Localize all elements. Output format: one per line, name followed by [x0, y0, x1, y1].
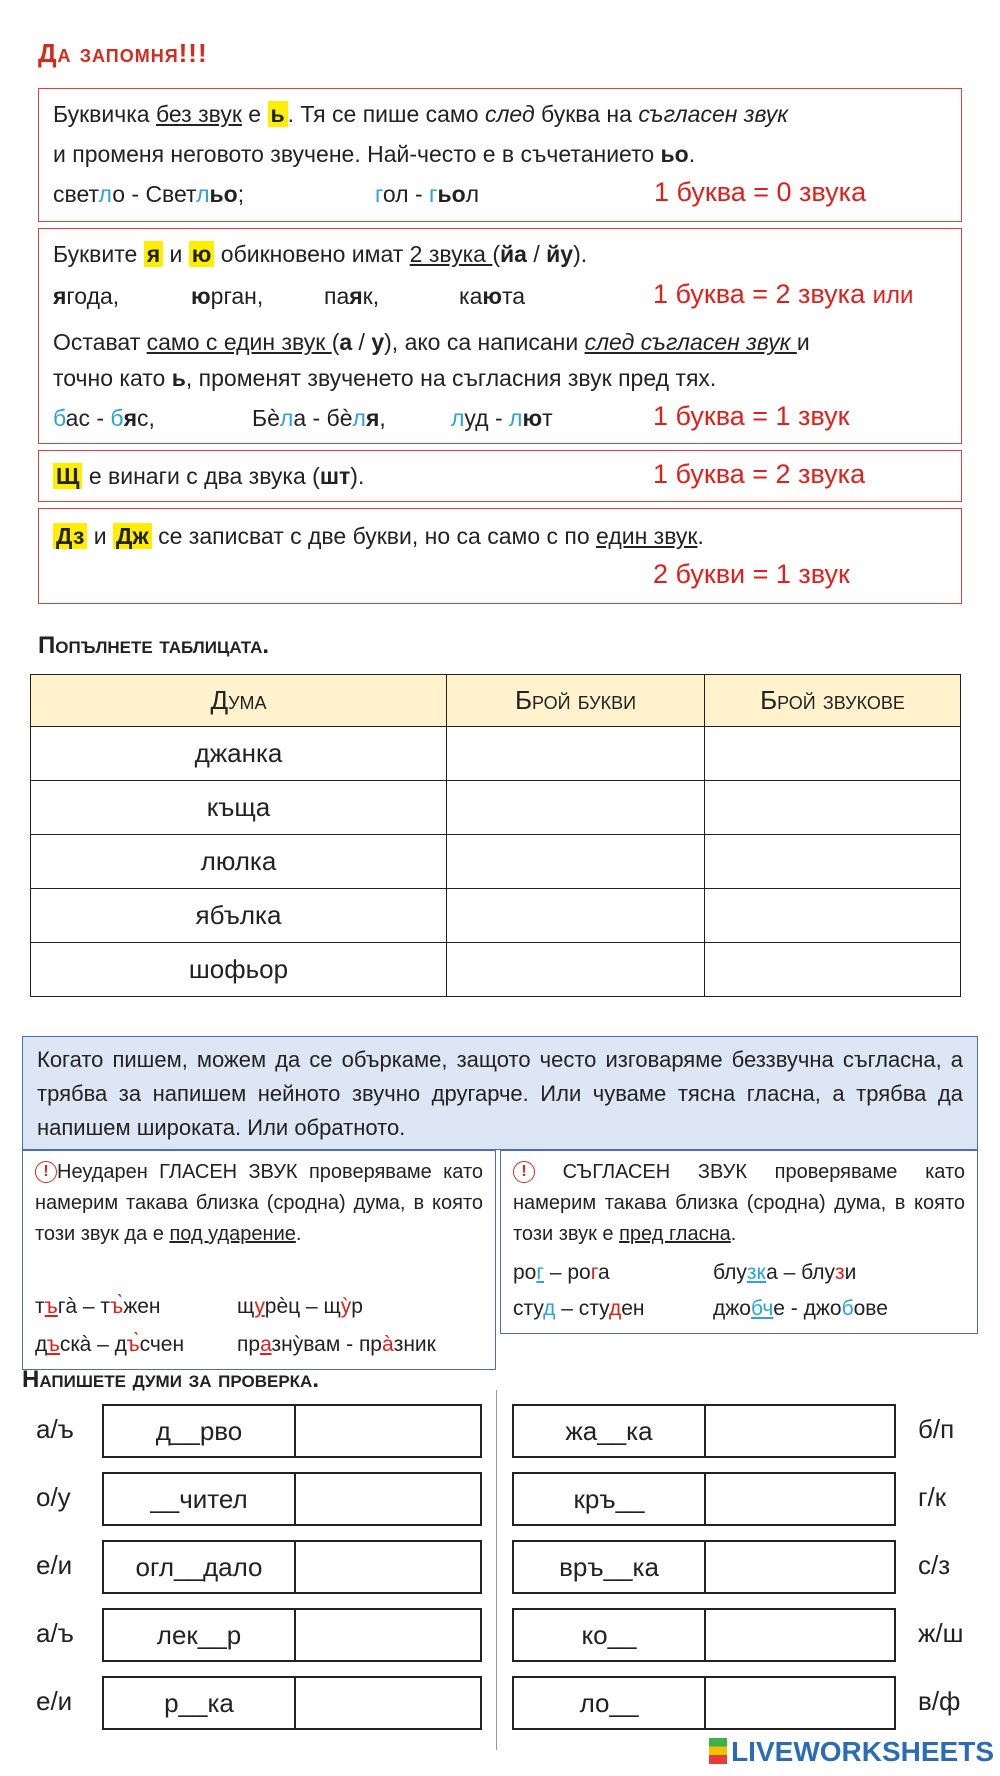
answer-input[interactable] — [296, 1406, 480, 1456]
header-sounds: Брой звукове — [705, 675, 961, 727]
letters-input-cell[interactable] — [447, 727, 705, 781]
sounds-input-cell[interactable] — [705, 943, 961, 997]
exercise-word: ко__ — [581, 1620, 637, 1650]
vowel-example-4: празнỳвам - прàзник — [237, 1333, 436, 1356]
exercise-word: жа__ка — [565, 1416, 653, 1446]
box2-line2: Остават само с един звук (а / у), ако са написани след съгласен звук и — [53, 329, 810, 355]
exercise-word: връ__ка — [559, 1552, 659, 1582]
exercise-word: огл__дало — [135, 1552, 263, 1582]
box2-examples1d: каюта — [459, 283, 526, 309]
word-cell: шофьор — [31, 943, 447, 997]
logo-icon — [709, 1738, 727, 1764]
box2-line1: Буквите я и ю обикновено имат 2 звука (йа / йу). — [53, 241, 588, 267]
box1-examples-2: гол - гьол — [375, 181, 480, 207]
box3-text: Щ е винаги с два звука (шт). — [53, 463, 364, 490]
table-row — [31, 781, 961, 835]
exercise-row — [512, 1404, 896, 1458]
exercise-row — [512, 1608, 896, 1662]
box2-examples1b: юрган, — [191, 283, 264, 309]
header-word: Дума — [31, 675, 447, 727]
sounds-input-cell[interactable] — [705, 889, 961, 943]
box2-examples2: бас - бяс, — [53, 405, 155, 431]
box1-examples: светло - Светльо; — [53, 181, 245, 207]
answer-input[interactable] — [706, 1406, 894, 1456]
rule-box-soft-sign — [38, 88, 962, 222]
table-row — [31, 889, 961, 943]
vowel-check-text: ! Неударен ГЛАСЕН ЗВУК проверяваме като намерим такава близка (сродна) дума, в която този звук да е под ударение. — [35, 1161, 483, 1245]
box2-examples1: ягода, — [53, 283, 120, 309]
box4-text: Дз и Дж се записват с две букви, но са само с по един звук. — [53, 523, 704, 550]
exercise-row — [102, 1676, 482, 1730]
word-cell: къща — [31, 781, 447, 835]
letter-pair-label: е/и — [36, 1550, 73, 1580]
exercise-word: д__рво — [155, 1416, 243, 1446]
letter-pair-label: о/у — [36, 1482, 71, 1512]
letter-pair-label: б/п — [918, 1414, 955, 1444]
rule-box-ya-yu — [38, 228, 962, 444]
exercise-word: р__ка — [164, 1688, 234, 1718]
answer-input[interactable] — [706, 1474, 894, 1524]
warning-icon: ! — [513, 1161, 535, 1183]
box2-examples2b: Бѐла - бѐля, — [252, 405, 386, 431]
answer-input[interactable] — [296, 1610, 480, 1660]
answer-input[interactable] — [706, 1678, 894, 1728]
consonant-example-4: джобче - джобове — [713, 1297, 888, 1320]
rule-box-sht — [38, 450, 962, 502]
consonant-example-3: студ – студен — [513, 1297, 645, 1320]
letters-input-cell[interactable] — [447, 835, 705, 889]
table-title: Попълнете таблицата. — [38, 632, 270, 659]
consonant-check-box — [500, 1150, 978, 1334]
vowel-example-1: тъгà – тъ̀жен — [35, 1295, 161, 1318]
letter-pair-label: г/к — [918, 1482, 947, 1512]
rule-box-dz-dzh — [38, 508, 962, 604]
consonant-check-text: ! СЪГЛАСЕН ЗВУК проверяваме като намерим такава близка (сродна) дума, в която този звук е пред гласна. — [513, 1161, 965, 1245]
sounds-input-cell[interactable] — [705, 835, 961, 889]
info-box — [22, 1036, 978, 1150]
answer-input[interactable] — [706, 1542, 894, 1592]
exercise-word: __чител — [150, 1484, 248, 1514]
table-row — [31, 727, 961, 781]
warning-icon: ! — [35, 1161, 57, 1183]
letter-pair-label: а/ъ — [36, 1618, 74, 1648]
table-row — [31, 835, 961, 889]
answer-input[interactable] — [296, 1474, 480, 1524]
letter-pair-label: а/ъ — [36, 1414, 74, 1444]
rule-2-letters-1-sound: 2 букви = 1 звук — [653, 559, 850, 589]
page-title: Да запомня!!! — [38, 38, 208, 68]
vowel-check-box — [22, 1150, 496, 1370]
box1-line2: и променя неговото звучене. Най-често е в съчетанието ьо. — [53, 141, 696, 167]
word-cell: джанка — [31, 727, 447, 781]
vowel-example-3: дъскà – дъ̀счен — [35, 1333, 185, 1356]
exercise-word: кръ__ — [573, 1484, 645, 1514]
exercise-row — [102, 1608, 482, 1662]
exercise-row — [512, 1540, 896, 1594]
column-divider — [496, 1390, 497, 1750]
answer-input[interactable] — [706, 1610, 894, 1660]
box2-line3: точно като ь, променят звученето на съгласния звук пред тях. — [53, 365, 717, 391]
rule-1-letter-1-sound: 1 буква = 1 звук — [653, 401, 850, 431]
box2-examples1c: паяк, — [324, 283, 380, 309]
box2-examples2c: луд - лют — [451, 405, 553, 431]
letters-input-cell[interactable] — [447, 943, 705, 997]
table-row — [31, 943, 961, 997]
exercise-row — [102, 1540, 482, 1594]
rule-1-letter-0-sounds: 1 буква = 0 звука — [654, 177, 867, 207]
answer-input[interactable] — [296, 1542, 480, 1592]
rule-1-letter-2-sounds: 1 буква = 2 звука или — [653, 279, 914, 309]
letters-input-cell[interactable] — [447, 781, 705, 835]
box1-line1: Буквичка без звук е ь . Тя се пише само след буква на съгласен звук — [53, 101, 789, 127]
header-letters: Брой букви — [447, 675, 705, 727]
liveworksheets-logo: LIVEWORKSHEETS — [709, 1736, 994, 1768]
exercise-row — [512, 1676, 896, 1730]
rule-1-letter-2-sounds-b: 1 буква = 2 звука — [653, 459, 866, 489]
exercise-word: лек__р — [156, 1620, 242, 1650]
letter-pair-label: ж/ш — [918, 1618, 964, 1648]
info-text: Когато пишем, можем да се объркаме, защото често изговаряме беззвучна съгласна, а трябва за напишем нейното звучно другарче. Или чуваме тясна гласна, а трябва да напишем широката. Или обратното. — [37, 1047, 963, 1140]
consonant-example-1: рог – рога — [513, 1261, 610, 1284]
exercise-row — [102, 1472, 482, 1526]
letters-input-cell[interactable] — [447, 889, 705, 943]
letter-pair-label: с/з — [918, 1550, 951, 1580]
word-cell: ябълка — [31, 889, 447, 943]
word-cell: люлка — [31, 835, 447, 889]
consonant-example-2: блузка – блузи — [713, 1261, 857, 1284]
letters-sounds-table — [30, 674, 961, 997]
exercise-word: ло__ — [579, 1688, 639, 1718]
sounds-input-cell[interactable] — [705, 781, 961, 835]
exercise-title: Напишете думи за проверка. — [22, 1366, 320, 1393]
exercise-row — [512, 1472, 896, 1526]
answer-input[interactable] — [296, 1678, 480, 1728]
letter-pair-label: е/и — [36, 1686, 73, 1716]
sounds-input-cell[interactable] — [705, 727, 961, 781]
exercise-row — [102, 1404, 482, 1458]
letter-pair-label: в/ф — [918, 1686, 961, 1716]
vowel-example-2: щурèц – щỳр — [237, 1295, 363, 1318]
